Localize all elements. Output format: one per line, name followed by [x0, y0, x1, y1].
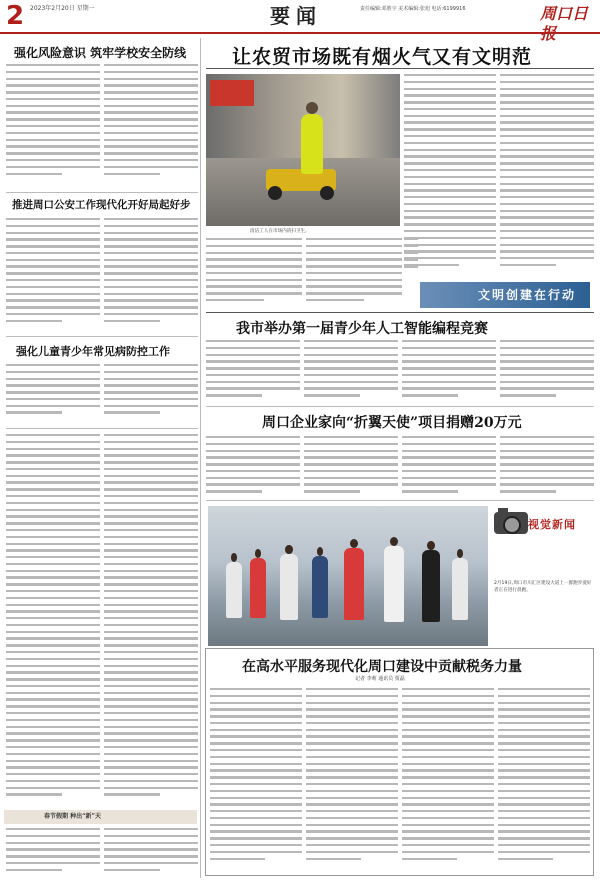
- article-2-title: 推进周口公安工作现代化开好局起好步: [12, 199, 191, 211]
- masthead: [0, 0, 600, 43]
- column-divider: [200, 38, 201, 878]
- bottom-left-title: 春节假期 种出“新”天: [44, 813, 101, 820]
- bottom-left-body: [6, 828, 100, 878]
- donation-body-col-4: [500, 436, 594, 498]
- newspaper-logo: 周口日报: [540, 4, 589, 43]
- runner: [312, 556, 328, 618]
- section-title: 要闻: [270, 4, 322, 28]
- page-number: 2: [6, 1, 25, 31]
- editor-line: 责任编辑:邓胜宇 美术编辑:张旭 电话:6199916: [360, 6, 466, 12]
- visual-news-caption: 2月19日,周口市川汇区建设大道上一群跑步爱好者正在进行晨跑。: [494, 581, 592, 593]
- runner: [384, 546, 404, 622]
- photo-wheel: [268, 186, 282, 200]
- ai-title: 我市举办第一届青少年人工智能编程竞赛: [236, 321, 488, 337]
- divider: [6, 192, 198, 193]
- runner: [250, 558, 266, 618]
- left-long-body-2: [104, 434, 198, 806]
- camera-icon: [494, 512, 528, 534]
- tax-body-col-1: [210, 688, 302, 872]
- visual-news-header: [492, 506, 596, 546]
- left-long-body: [6, 434, 100, 806]
- visual-news-title: 视觉新闻: [528, 518, 576, 531]
- article-1-body: [6, 64, 100, 186]
- divider: [6, 428, 198, 429]
- runner: [422, 550, 440, 622]
- article-3-body: [6, 364, 100, 424]
- ai-body-col-3: [402, 340, 496, 402]
- divider: [206, 68, 594, 69]
- tax-title: 在高水平服务现代化周口建设中贡献税务力量: [242, 659, 522, 675]
- tax-body-col-4: [498, 688, 590, 872]
- banner-label: 文明创建在行动: [477, 288, 576, 302]
- runner: [344, 548, 364, 620]
- tax-body-col-3: [402, 688, 494, 872]
- article-3-body-2: [104, 364, 198, 424]
- donation-title: 周口企业家向“折翼天使”项目捐赠20万元: [262, 415, 522, 431]
- date-line: 2023年2月20日 星期一: [30, 5, 95, 12]
- runner: [280, 554, 298, 620]
- article-1-title: 强化风险意识 筑牢学校安全防线: [14, 46, 187, 60]
- article-1-body-2: [104, 64, 198, 186]
- article-2-body: [6, 218, 100, 330]
- ai-body-col-4: [500, 340, 594, 402]
- tax-byline: 记者 李莉 通讯员 贾磊: [355, 676, 405, 682]
- running-photo: [208, 506, 488, 646]
- ai-body-col-2: [304, 340, 398, 402]
- ai-body-col-1: [206, 340, 300, 402]
- lead-photo: [206, 74, 400, 226]
- lead-body-col-5: [404, 238, 418, 278]
- donation-body-col-3: [402, 436, 496, 498]
- donation-body-col-2: [304, 436, 398, 498]
- lead-body-col-2: [500, 74, 594, 278]
- civilization-banner: [420, 282, 590, 308]
- article-3-title: 强化儿童青少年常见病防控工作: [16, 345, 170, 358]
- divider: [6, 336, 198, 337]
- tax-body-col-2: [306, 688, 398, 872]
- divider: [206, 312, 594, 313]
- lead-photo-caption: 清洁工人在市场内清扫卫生。: [250, 229, 310, 234]
- photo-shop-sign: [210, 80, 254, 106]
- runner: [452, 558, 468, 620]
- photo-worker: [301, 114, 323, 174]
- article-2-body-2: [104, 218, 198, 330]
- lead-body-col-3: [206, 238, 302, 308]
- runner: [226, 562, 242, 618]
- bottom-left-body-2: [104, 828, 198, 878]
- donation-body-col-1: [206, 436, 300, 498]
- bottom-left-box: [4, 810, 197, 824]
- divider: [206, 500, 594, 501]
- lead-body-col-4: [306, 238, 402, 308]
- photo-wheel: [320, 186, 334, 200]
- lead-title: 让农贸市场既有烟火气又有文明范: [232, 46, 533, 68]
- divider: [206, 406, 594, 407]
